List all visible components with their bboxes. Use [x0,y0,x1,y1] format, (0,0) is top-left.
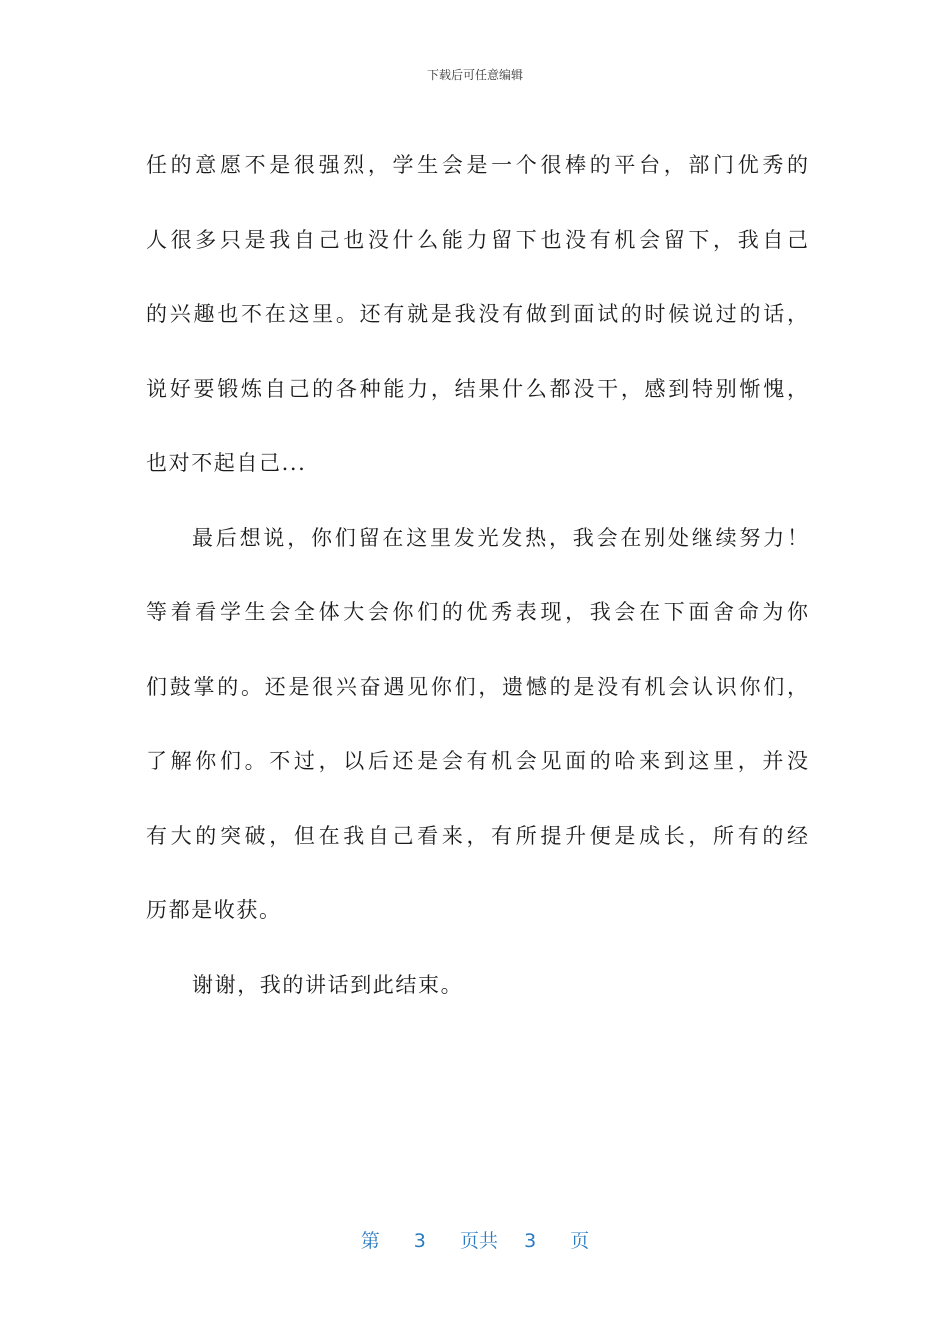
paragraph-line: 的兴趣也不在这里。还有就是我没有做到面试的时候说过的话， [146,302,808,326]
paragraph-line: 也对不起自己... [146,451,307,475]
paragraph-line: 谢谢，我的讲话到此结束。 [192,972,464,997]
paragraph-line: 人很多只是我自己也没什么能力留下也没有机会留下，我自己 [146,227,808,252]
page-number-suffix: 页 [570,1230,590,1252]
paragraph-line: 了解你们。不过，以后还是会有机会见面的哈来到这里，并没 [146,749,808,773]
paragraph-line: 最后想说，你们留在这里发光发热，我会在别处继续努力！ [192,525,808,550]
paragraph-line: 有大的突破，但在我自己看来，有所提升便是成长，所有的经 [146,823,808,848]
page-number-prefix: 第 [360,1230,380,1252]
page-footer [0,1226,950,1253]
paragraph-line: 说好要锻炼自己的各种能力，结果什么都没干，感到特别惭愧， [146,376,808,401]
paragraph-line: 任的意愿不是很强烈，学生会是一个很棒的平台，部门优秀的 [146,153,808,177]
paragraph-line: 们鼓掌的。还是很兴奋遇见你们，遗憾的是没有机会认识你们， [146,674,808,699]
current-page-number: 3 [413,1230,426,1252]
page-header: 下载后可任意编辑 [426,68,523,82]
paragraph-line: 历都是收获。 [146,898,282,922]
paragraph-line: 等着看学生会全体大会你们的优秀表现，我会在下面舍命为你 [146,600,808,624]
total-page-number: 3 [524,1230,537,1252]
page-number-middle: 页共 [459,1230,498,1252]
document-body [146,128,808,1022]
